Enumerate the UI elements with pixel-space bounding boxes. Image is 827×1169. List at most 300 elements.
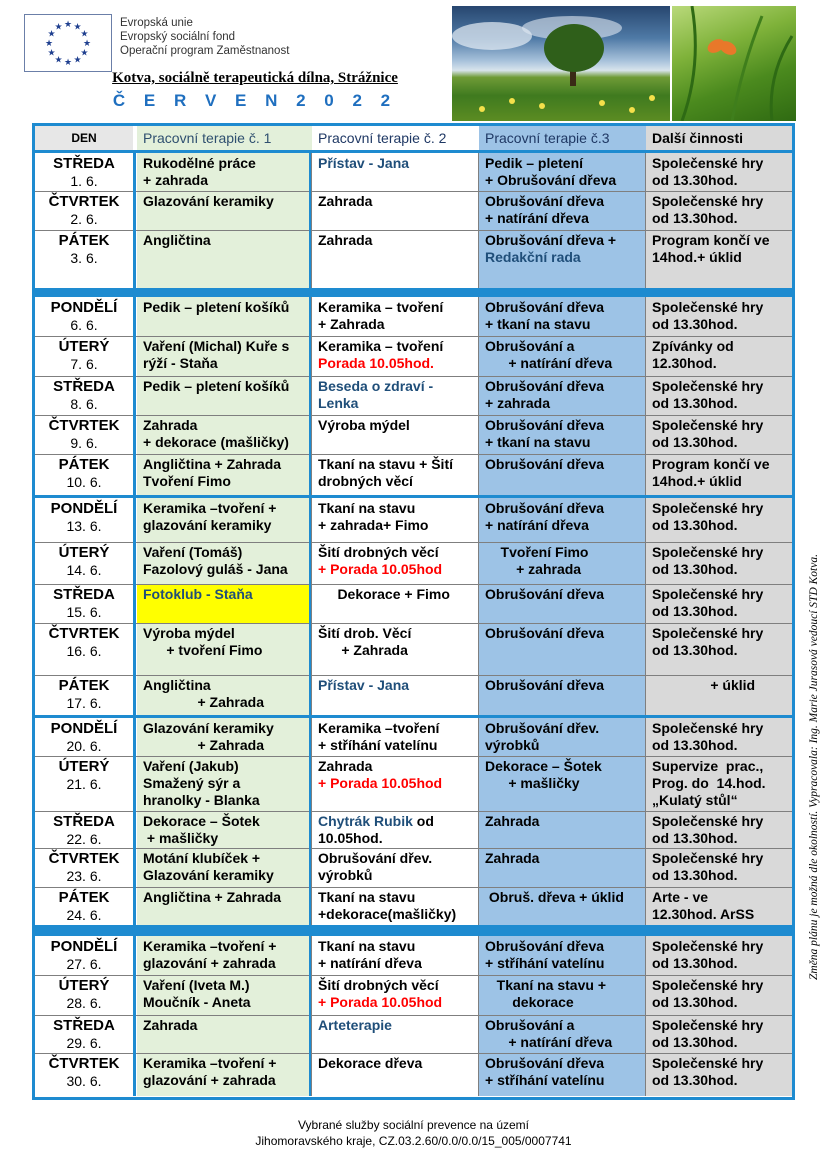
activity-text: Zahrada — [143, 1017, 198, 1033]
day-name: ÚTERÝ — [58, 977, 110, 994]
eu-star-icon: ★ — [47, 47, 56, 58]
activity-text: Vaření (Tomáš) — [143, 544, 243, 560]
day-name: ČTVRTEK — [48, 193, 120, 210]
column-divider — [133, 498, 136, 715]
activity-text: Obruš. dřeva + úklid — [485, 889, 624, 905]
activity-text: + zahrada — [143, 172, 208, 188]
activity-text: Tvoření Fimo — [143, 473, 231, 489]
activity-text: Společenské hry — [652, 938, 764, 954]
eu-stars-icon — [25, 15, 111, 71]
activity-text: Angličtina — [143, 232, 211, 248]
activity-text: Pedik – pletení — [485, 155, 584, 171]
activity-cell — [479, 336, 646, 376]
activity-text: Chytrák Rubik — [318, 813, 413, 829]
header-other: Další činnosti — [646, 126, 792, 150]
day-cell — [35, 811, 133, 848]
eu-star-icon: ★ — [73, 21, 82, 32]
activity-cell — [312, 848, 479, 887]
activity-text: rýží - Staňa — [143, 355, 218, 371]
week-separator — [35, 288, 792, 297]
row-divider — [35, 848, 792, 849]
day-date: 24. 6. — [66, 907, 102, 923]
day-cell — [35, 297, 133, 336]
column-divider — [478, 297, 479, 495]
day-cell — [35, 336, 133, 376]
activity-text: Supervize prac., — [652, 758, 764, 774]
activity-cell — [479, 1053, 646, 1096]
day-cell — [35, 1015, 133, 1053]
day-date: 9. 6. — [70, 435, 98, 451]
activity-cell — [479, 936, 646, 975]
activity-text: Tkaní na stavu + — [485, 977, 606, 993]
activity-text: Smažený sýr a — [143, 775, 241, 791]
day-cell — [35, 1053, 133, 1096]
column-divider — [645, 153, 646, 288]
activity-cell — [479, 498, 646, 542]
day-cell — [35, 376, 133, 415]
activity-cell — [646, 675, 792, 715]
activity-text: Obrušování dřeva — [485, 378, 605, 394]
day-cell — [35, 756, 133, 811]
day-name: ČTVRTEK — [48, 1055, 120, 1072]
activity-text: 14hod.+ úklid — [652, 249, 742, 265]
activity-cell — [137, 297, 312, 336]
row-divider — [35, 415, 792, 416]
activity-text: Vaření (Jakub) — [143, 758, 239, 774]
activity-cell — [479, 153, 646, 191]
activity-text: výrobků — [485, 737, 540, 753]
activity-text: Zahrada — [485, 813, 540, 829]
column-divider — [311, 718, 312, 925]
activity-text: + úklid — [652, 677, 756, 693]
eu-star-icon: ★ — [54, 54, 63, 65]
activity-cell — [646, 718, 792, 756]
day-date: 8. 6. — [70, 396, 98, 412]
table-header — [35, 126, 792, 150]
activity-text: Obrušování dřeva — [485, 1055, 605, 1071]
eu-star-icon: ★ — [82, 38, 92, 48]
day-date: 22. 6. — [66, 831, 102, 847]
activity-text: Moučník - Aneta — [143, 994, 251, 1010]
day-date: 2. 6. — [70, 211, 98, 227]
activity-text: Keramika –tvoření — [318, 720, 440, 736]
activity-text: od 13.30hod. — [652, 1072, 738, 1088]
activity-cell — [479, 191, 646, 230]
activity-cell — [312, 1053, 479, 1096]
row-divider — [35, 811, 792, 812]
activity-cell — [137, 811, 312, 848]
footer-line-2: Jihomoravského kraje, CZ.03.2.60/0.0/0.0/15_005/0007741 — [255, 1134, 572, 1148]
activity-cell — [312, 542, 479, 584]
activity-cell — [646, 542, 792, 584]
activity-text: hranolky - Blanka — [143, 792, 260, 808]
activity-text: Společenské hry — [652, 299, 764, 315]
activity-text: od 13.30hod. — [652, 172, 738, 188]
activity-text: Společenské hry — [652, 378, 764, 394]
eu-line-1: Evropská unie — [120, 17, 193, 29]
activity-cell — [646, 191, 792, 230]
week-block — [35, 297, 792, 495]
eu-star-icon: ★ — [80, 47, 89, 58]
activity-text: 12.30hod. — [652, 355, 717, 371]
day-date: 16. 6. — [66, 643, 102, 659]
day-date: 30. 6. — [66, 1073, 102, 1089]
header-therapy-3: Pracovní terapie č.3 — [479, 126, 646, 150]
activity-text: Keramika –tvoření + — [143, 1055, 277, 1071]
day-name: PÁTEK — [58, 677, 110, 694]
activity-text: Výroba mýdel — [143, 625, 235, 641]
activity-text: Angličtina + Zahrada — [143, 889, 282, 905]
day-name: PONDĚLÍ — [50, 299, 118, 316]
activity-text: Tkaní na stavu — [318, 500, 416, 516]
day-cell — [35, 848, 133, 887]
activity-text: Dekorace + Fimo — [318, 586, 450, 602]
activity-text: Obrušování dřeva — [485, 500, 605, 516]
activity-text: + zahrada+ Fimo — [318, 517, 429, 533]
activity-cell — [479, 811, 646, 848]
activity-text: Společenské hry — [652, 1017, 764, 1033]
activity-text: + tvoření Fimo — [143, 642, 263, 658]
activity-cell — [646, 297, 792, 336]
day-cell — [35, 936, 133, 975]
activity-cell — [312, 887, 479, 925]
activity-text: Keramika –tvoření + — [143, 500, 277, 516]
activity-cell — [137, 153, 312, 191]
row-divider — [35, 454, 792, 455]
activity-cell — [137, 454, 312, 495]
activity-cell — [312, 1015, 479, 1053]
activity-text: Lenka — [318, 395, 359, 411]
activity-text: Keramika – tvoření — [318, 299, 444, 315]
activity-text: Porada 10.05hod. — [318, 355, 434, 371]
activity-text: + Zahrada — [143, 694, 264, 710]
day-date: 20. 6. — [66, 738, 102, 754]
activity-cell — [479, 415, 646, 454]
column-divider — [645, 718, 646, 925]
activity-text: + Porada 10.05hod — [318, 561, 443, 577]
activity-text: Arteterapie — [318, 1017, 392, 1033]
day-date: 21. 6. — [66, 776, 102, 792]
activity-text: Vaření (Iveta M.) — [143, 977, 250, 993]
activity-text: Tkaní na stavu — [318, 889, 416, 905]
column-divider — [133, 297, 136, 495]
activity-text: od 13.30hod. — [652, 316, 738, 332]
activity-text: od 13.30hod. — [652, 867, 738, 883]
activity-text: Angličtina + Zahrada — [143, 456, 282, 472]
row-divider — [35, 230, 792, 231]
day-name: PONDĚLÍ — [50, 500, 118, 517]
activity-cell — [646, 153, 792, 191]
activity-cell — [312, 415, 479, 454]
header-therapy-2: Pracovní terapie č. 2 — [312, 126, 479, 150]
day-name: ÚTERÝ — [58, 758, 110, 775]
day-date: 29. 6. — [66, 1035, 102, 1051]
row-divider — [35, 623, 792, 624]
activity-cell — [137, 623, 312, 675]
schedule-table — [32, 123, 795, 1100]
activity-text: Šití drobných věcí — [318, 544, 439, 560]
activity-text: Společenské hry — [652, 977, 764, 993]
activity-text: Společenské hry — [652, 193, 764, 209]
activity-text: Vaření (Michal) Kuře s — [143, 338, 290, 354]
activity-cell — [312, 376, 479, 415]
activity-cell — [312, 498, 479, 542]
activity-cell — [312, 675, 479, 715]
activity-text: + Zahrada — [143, 737, 264, 753]
day-date: 28. 6. — [66, 995, 102, 1011]
activity-text: od 13.30hod. — [652, 395, 738, 411]
activity-text: + tkaní na stavu — [485, 316, 591, 332]
activity-text: Keramika –tvoření + — [143, 938, 277, 954]
activity-cell — [479, 297, 646, 336]
day-name: PONDĚLÍ — [50, 720, 118, 737]
activity-text: + tkaní na stavu — [485, 434, 591, 450]
activity-text: od 13.30hod. — [652, 210, 738, 226]
activity-cell — [312, 454, 479, 495]
activity-cell — [137, 675, 312, 715]
activity-cell — [312, 584, 479, 623]
activity-cell — [646, 336, 792, 376]
activity-cell — [137, 936, 312, 975]
activity-cell — [646, 1015, 792, 1053]
activity-text: od 13.30hod. — [652, 517, 738, 533]
activity-text: Společenské hry — [652, 544, 764, 560]
activity-cell — [479, 1015, 646, 1053]
activity-text: + Obrušování dřeva — [485, 172, 617, 188]
activity-cell — [479, 848, 646, 887]
row-divider — [35, 542, 792, 543]
activity-cell — [312, 975, 479, 1015]
activity-cell — [646, 230, 792, 288]
activity-text: + stříhání vatelínu — [485, 1072, 605, 1088]
activity-cell — [479, 584, 646, 623]
activity-text: Obrušování dřeva — [485, 625, 605, 641]
week-block — [35, 153, 792, 288]
activity-text: Výroba mýdel — [318, 417, 410, 433]
activity-text: Beseda o zdraví - — [318, 378, 434, 394]
week-block — [35, 718, 792, 925]
column-divider — [133, 153, 136, 288]
activity-cell — [646, 848, 792, 887]
activity-text: 10.05hod. — [318, 830, 383, 846]
activity-text: Obrušování a — [485, 1017, 575, 1033]
activity-text: Zahrada — [143, 417, 198, 433]
row-divider — [35, 887, 792, 888]
activity-cell — [312, 718, 479, 756]
header-therapy-1: Pracovní terapie č. 1 — [137, 126, 312, 150]
week-separator — [35, 925, 792, 936]
day-cell — [35, 718, 133, 756]
activity-text: + Zahrada — [318, 316, 385, 332]
day-cell — [35, 975, 133, 1015]
activity-text: + mašličky — [485, 775, 580, 791]
activity-text: Glazování keramiky — [143, 193, 274, 209]
activity-text: + zahrada — [485, 561, 582, 577]
activity-cell — [137, 848, 312, 887]
column-divider — [478, 936, 479, 1096]
day-date: 23. 6. — [66, 868, 102, 884]
activity-text: Tkaní na stavu — [318, 938, 416, 954]
activity-cell — [312, 336, 479, 376]
activity-cell — [137, 542, 312, 584]
activity-cell — [646, 584, 792, 623]
day-date: 27. 6. — [66, 956, 102, 972]
eu-star-icon: ★ — [44, 38, 54, 48]
activity-text: Dekorace – Šotek — [485, 758, 602, 774]
day-name: ČTVRTEK — [48, 417, 120, 434]
activity-text: od 13.30hod. — [652, 603, 738, 619]
activity-text: „Kulatý stůl“ — [652, 792, 738, 808]
activity-text: Společenské hry — [652, 586, 764, 602]
activity-text: Fotoklub - Staňa — [143, 586, 253, 602]
footer — [0, 1117, 827, 1149]
activity-text: od 13.30hod. — [652, 1034, 738, 1050]
activity-cell — [479, 675, 646, 715]
activity-text: od 13.30hod. — [652, 955, 738, 971]
activity-text: + natírání dřeva — [485, 355, 613, 371]
activity-cell — [137, 584, 312, 623]
activity-text: Glazování keramiky — [143, 720, 274, 736]
month-title: Č E R V E N 2 0 2 2 — [112, 91, 398, 110]
day-date: 3. 6. — [70, 250, 98, 266]
activity-text: Prog. do 14.hod. — [652, 775, 766, 791]
column-divider — [133, 936, 136, 1096]
row-divider — [35, 975, 792, 976]
row-divider — [35, 336, 792, 337]
activity-text: od 13.30hod. — [652, 737, 738, 753]
activity-text: Společenské hry — [652, 417, 764, 433]
activity-text: Obrušování dřeva — [485, 299, 605, 315]
activity-text: Společenské hry — [652, 850, 764, 866]
activity-cell — [312, 230, 479, 288]
activity-text: + stříhání vatelínu — [318, 737, 438, 753]
row-divider — [35, 1053, 792, 1054]
column-divider — [311, 498, 312, 715]
activity-text: Program končí ve — [652, 232, 770, 248]
day-date: 7. 6. — [70, 356, 98, 372]
activity-text: Společenské hry — [652, 813, 764, 829]
activity-text: Společenské hry — [652, 1055, 764, 1071]
column-divider — [311, 153, 312, 288]
activity-text: + natírání dřeva — [485, 1034, 613, 1050]
eu-flag-logo — [24, 14, 112, 72]
activity-cell — [312, 936, 479, 975]
activity-cell — [312, 623, 479, 675]
activity-cell — [646, 415, 792, 454]
activity-cell — [137, 1015, 312, 1053]
activity-text: Fazolový guláš - Jana — [143, 561, 288, 577]
eu-star-icon: ★ — [80, 28, 89, 39]
header-day: DEN — [35, 126, 133, 150]
activity-text: Tvoření Fimo — [485, 544, 589, 560]
eu-logo-text — [120, 16, 289, 58]
activity-cell — [479, 376, 646, 415]
activity-cell — [137, 887, 312, 925]
activity-cell — [479, 887, 646, 925]
activity-text: Zahrada — [318, 193, 373, 209]
activity-text: Šití drob. Věcí — [318, 625, 412, 641]
column-divider — [478, 153, 479, 288]
activity-cell — [137, 376, 312, 415]
column-divider — [311, 297, 312, 495]
eu-star-icon: ★ — [63, 19, 73, 29]
day-cell — [35, 415, 133, 454]
activity-text: od 13.30hod. — [652, 994, 738, 1010]
day-cell — [35, 584, 133, 623]
day-cell — [35, 675, 133, 715]
activity-cell — [312, 811, 479, 848]
day-date: 17. 6. — [66, 695, 102, 711]
activity-text: Glazování keramiky — [143, 867, 274, 883]
activity-text: Tkaní na stavu + Šití — [318, 456, 453, 472]
activity-cell — [646, 936, 792, 975]
activity-text: Motání klubíček + — [143, 850, 261, 866]
activity-text: Společenské hry — [652, 155, 764, 171]
activity-cell — [312, 756, 479, 811]
activity-text: Pedik – pletení košíků — [143, 299, 290, 315]
activity-text: + natírání dřeva — [318, 955, 422, 971]
day-date: 1. 6. — [70, 173, 98, 189]
activity-text: + mašličky — [143, 830, 219, 846]
activity-text: Obrušování dřeva — [485, 456, 605, 472]
column-divider — [478, 718, 479, 925]
activity-text: Společenské hry — [652, 720, 764, 736]
activity-cell — [137, 336, 312, 376]
activity-text: od 13.30hod. — [652, 561, 738, 577]
activity-cell — [479, 718, 646, 756]
activity-text: Přístav - Jana — [318, 155, 410, 171]
activity-cell — [646, 623, 792, 675]
activity-text: + dekorace (mašličky) — [143, 434, 289, 450]
day-name: STŘEDA — [53, 1017, 115, 1034]
activity-text: výrobků — [318, 867, 373, 883]
activity-text: Arte - ve — [652, 889, 709, 905]
footer-line-1: Vybrané služby sociální prevence na území — [297, 1118, 529, 1132]
activity-cell — [137, 191, 312, 230]
page-title: Kotva, sociálně terapeutická dílna, Strážnice — [112, 70, 398, 86]
day-cell — [35, 230, 133, 288]
activity-cell — [312, 153, 479, 191]
activity-text: Šití drobných věcí — [318, 977, 439, 993]
activity-text: Společenské hry — [652, 500, 764, 516]
activity-cell — [479, 623, 646, 675]
activity-text: + Zahrada — [318, 642, 408, 658]
activity-cell — [646, 376, 792, 415]
row-divider — [35, 376, 792, 377]
day-date: 14. 6. — [66, 562, 102, 578]
eu-star-icon: ★ — [54, 21, 63, 32]
day-date: 6. 6. — [70, 317, 98, 333]
activity-text: dekorace — [485, 994, 574, 1010]
day-cell — [35, 623, 133, 675]
activity-cell — [646, 975, 792, 1015]
activity-text: Program končí ve — [652, 456, 770, 472]
eu-line-2: Evropský sociální fond — [120, 31, 236, 43]
activity-text: Obrušování a — [485, 338, 575, 354]
activity-text: Dekorace dřeva — [318, 1055, 423, 1071]
day-cell — [35, 542, 133, 584]
eu-star-icon: ★ — [47, 28, 56, 39]
activity-cell — [137, 756, 312, 811]
day-date: 15. 6. — [66, 604, 102, 620]
activity-cell — [646, 1053, 792, 1096]
day-cell — [35, 191, 133, 230]
activity-text: +dekorace(mašličky) — [318, 906, 457, 922]
activity-text: + natírání dřeva — [485, 210, 589, 226]
row-divider — [35, 1015, 792, 1016]
week-block — [35, 936, 792, 1096]
eu-star-icon: ★ — [73, 54, 82, 65]
